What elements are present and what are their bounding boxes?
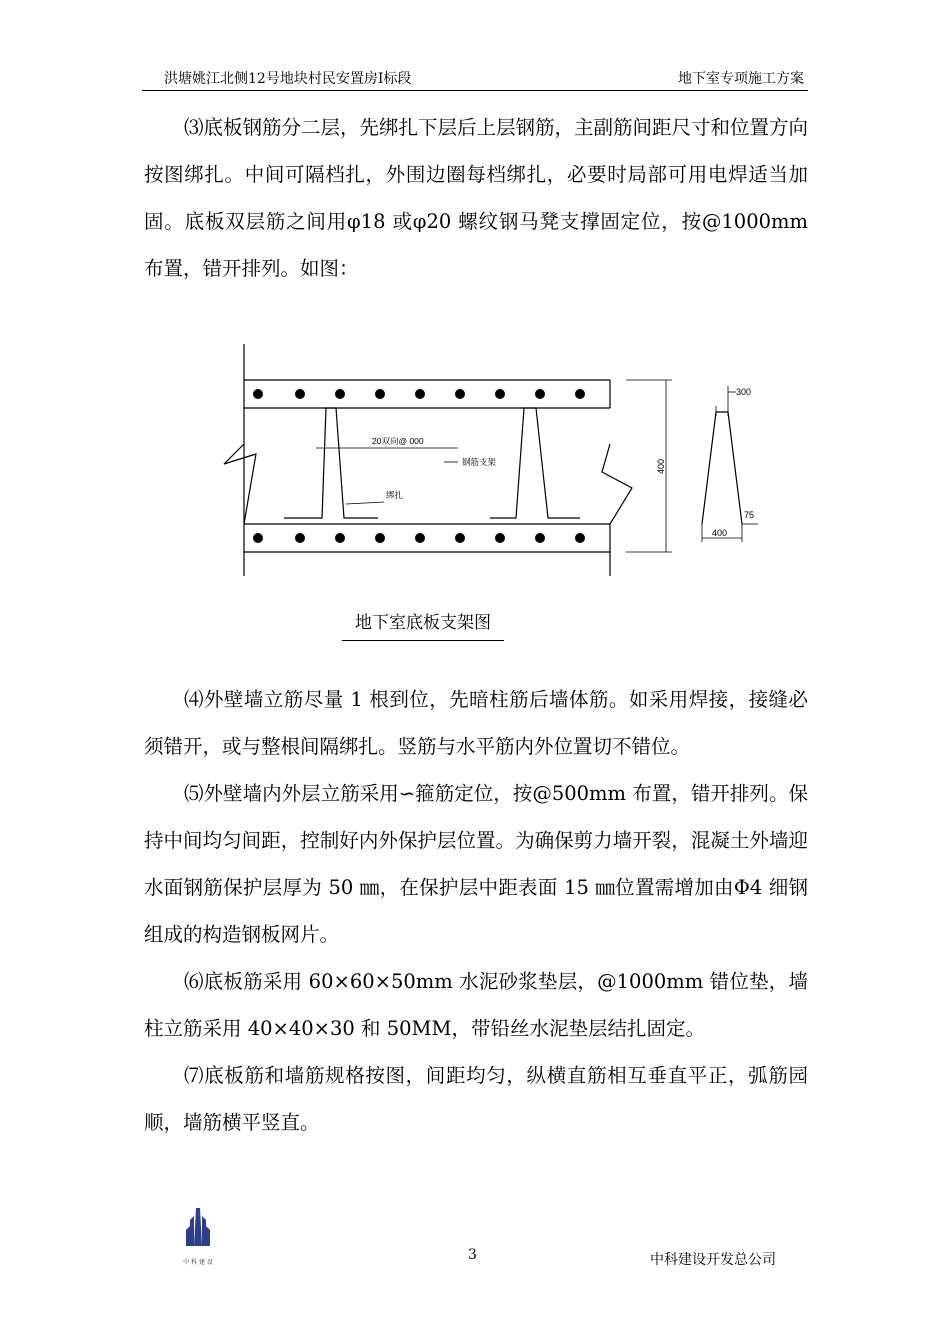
dim-height-label: 400: [656, 458, 666, 474]
right-break-line: [602, 444, 632, 524]
dim-bottom-label: 75: [744, 510, 755, 520]
paragraph-7: ⑺底板筋和墙筋规格按图，间距均匀，纵横直筋相互垂直平正，弧筋园顺，墙筋横平竖直。: [144, 1064, 808, 1134]
dim-top-label: 300: [736, 387, 752, 397]
tie-leader-line: [346, 502, 384, 504]
company-logo: [178, 1206, 218, 1270]
page-number: 3: [468, 1247, 477, 1263]
tie-label: 绑扎: [386, 490, 404, 500]
lower-rebar-row: [253, 533, 585, 543]
header-project: 洪塘姚江北侧12号地块村民安置房Ⅰ标段: [164, 71, 412, 87]
dim-base-label: 400: [712, 528, 728, 538]
footer-company: 中科建设开发总公司: [650, 1252, 776, 1268]
support-label: 钢筋支架: [462, 457, 497, 467]
spacing-label: 20双向@ 000: [372, 436, 424, 446]
paragraph-5: ⑸外壁墙内外层立筋采用∽箍筋定位，按@500mm 布置，错开排列。保持中间均匀间距，控制好内外保护层位置。为确保剪力墙开裂，混凝土外墙迎水面钢筋保护层厚为 50 ㎜，在保护层中距表面 15 ㎜位置需增加由Φ4 细钢组成的构造钢板网片。: [144, 782, 808, 946]
floor-slab-support-diagram: [212, 336, 772, 586]
body-text-top: [144, 104, 808, 292]
paragraph-4: ⑷外壁墙立筋尽量 1 根到位，先暗柱筋后墙体筋。如采用焊接，接缝必须错开，或与整根间隔绑扎。竖筋与水平筋内外位置切不错位。: [144, 688, 808, 758]
support-detail: [702, 412, 742, 524]
upper-rebar-row: [253, 389, 585, 399]
header-doc-title: 地下室专项施工方案: [678, 71, 804, 87]
diagram-caption: 地下室底板支架图: [342, 606, 504, 641]
paragraph-6: ⑹底板筋采用 60×60×50mm 水泥砂浆垫层，@1000mm 错位垫，墙柱立筋采用 40×40×30 和 50MM，带铅丝水泥垫层结扎固定。: [144, 970, 808, 1040]
rebar-support-left: [284, 408, 378, 518]
body-text-bottom: [144, 676, 808, 1146]
page-header: [142, 66, 808, 91]
rebar-support-right: [490, 408, 580, 518]
paragraph-3: ⑶底板钢筋分二层，先绑扎下层后上层钢筋，主副筋间距尺寸和位置方向按图绑扎。中间可隔档扎，外围边圈每档绑扎，必要时局部可用电焊适当加固。底板双层筋之间用φ18 或φ20 螺纹钢马凳支撑固定位，按@1000mm 布置，错开排列。如图：: [144, 116, 809, 280]
logo-text: 中 科 建 设: [183, 1259, 213, 1266]
left-break-line: [224, 444, 256, 524]
